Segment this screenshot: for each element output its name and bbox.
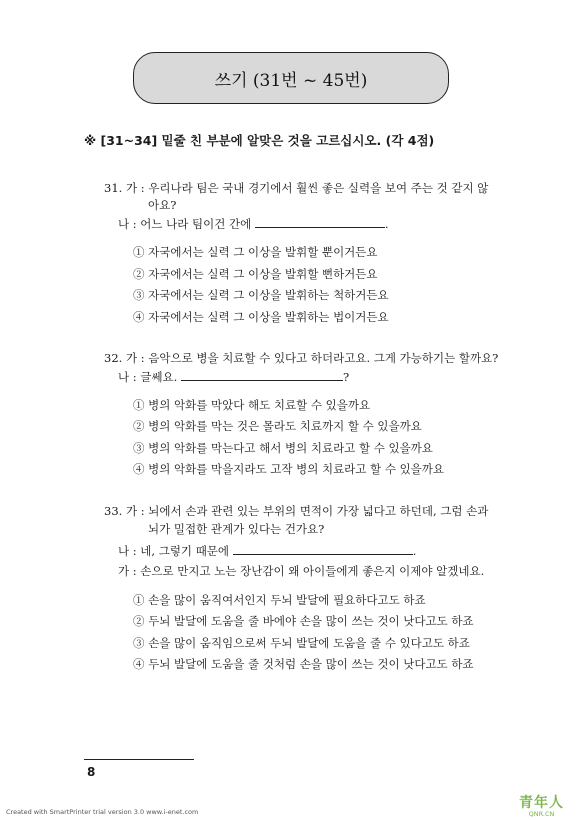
section-title: 쓰기 (31번 ~ 45번): [214, 70, 368, 91]
q32-reply-text: 나 : 글쎄요.: [118, 370, 178, 384]
q31-reply: [118, 216, 389, 232]
answer-blank: [181, 369, 343, 381]
q33-option-1: ① 손을 많이 움직여서인지 두뇌 발달에 필요하다고도 하죠: [133, 593, 426, 607]
q33-option-3: ③ 손을 많이 움직임으로써 두뇌 발달에 도움을 줄 수 있다고도 하죠: [133, 636, 470, 650]
q31-option-3: ③ 자국에서는 실력 그 이상을 발휘하는 척하거든요: [133, 288, 389, 302]
answer-blank: [233, 543, 413, 555]
q32-reply: [118, 369, 349, 385]
logo-sub-text: QNR.CN: [528, 810, 555, 818]
q33-reply-text: 나 : 네, 그렇기 때문에: [118, 544, 230, 558]
page-number: 8: [87, 765, 96, 779]
q33-reply: [118, 543, 416, 559]
site-logo: [519, 792, 564, 818]
instruction-text: ※ [31~34] 밑줄 친 부분에 알맞은 것을 고르십시오. (각 4점): [84, 133, 435, 148]
logo-main-text: 青年人: [519, 795, 564, 811]
q31-option-4: ④ 자국에서는 실력 그 이상을 발휘하는 법이거든요: [133, 310, 389, 324]
section-title-box: [133, 52, 449, 104]
q31-reply-end: .: [384, 217, 389, 231]
q33-line-4: 가 : 손으로 만지고 노는 장난감이 왜 아이들에게 좋은지 이제야 알겠네요.: [118, 564, 485, 578]
footer-divider: [84, 759, 194, 760]
q32-reply-end: ?: [342, 370, 350, 384]
q31-line-2: 아요?: [148, 198, 177, 212]
q31-reply-text: 나 : 어느 나라 팀이건 간에: [118, 217, 252, 231]
answer-blank: [255, 216, 385, 228]
q33-option-4: ④ 두뇌 발달에 도움을 줄 것처럼 손을 많이 쓰는 것이 낫다고도 하죠: [133, 657, 474, 671]
q32-option-2: ② 병의 악화를 막는 것은 몰라도 치료까지 할 수 있을까요: [133, 419, 422, 433]
q31-option-1: ① 자국에서는 실력 그 이상을 발휘할 뿐이거든요: [133, 245, 378, 259]
q32-option-4: ④ 병의 악화를 막을지라도 고작 병의 치료라고 할 수 있을까요: [133, 462, 445, 476]
q31-line-1: 31. 가 : 우리나라 팀은 국내 경기에서 훨씬 좋은 실력을 보여 주는 것 같지 않: [104, 181, 489, 195]
q33-line-2: 뇌가 밀접한 관계가 있다는 건가요?: [148, 522, 325, 536]
q33-line-1: 33. 가 : 뇌에서 손과 관련 있는 부위의 면적이 가장 넓다고 하던데, 그럼 손과: [104, 504, 489, 518]
q32-option-1: ① 병의 악화를 막았다 해도 치료할 수 있을까요: [133, 398, 371, 412]
q32-option-3: ③ 병의 악화를 막는다고 해서 병의 치료라고 할 수 있을까요: [133, 441, 433, 455]
q33-reply-end: .: [412, 544, 417, 558]
q32-line-1: 32. 가 : 음악으로 병을 치료할 수 있다고 하더라고요. 그게 가능하기는 할까요?: [104, 351, 499, 365]
q31-option-2: ② 자국에서는 실력 그 이상을 발휘할 뻔하거든요: [133, 267, 378, 281]
q33-option-2: ② 두뇌 발달에 도움을 줄 바에야 손을 많이 쓰는 것이 낫다고도 하죠: [133, 614, 474, 628]
trial-watermark: Created with SmartPrinter trial version 3.0 www.i-enet.com: [6, 808, 199, 816]
